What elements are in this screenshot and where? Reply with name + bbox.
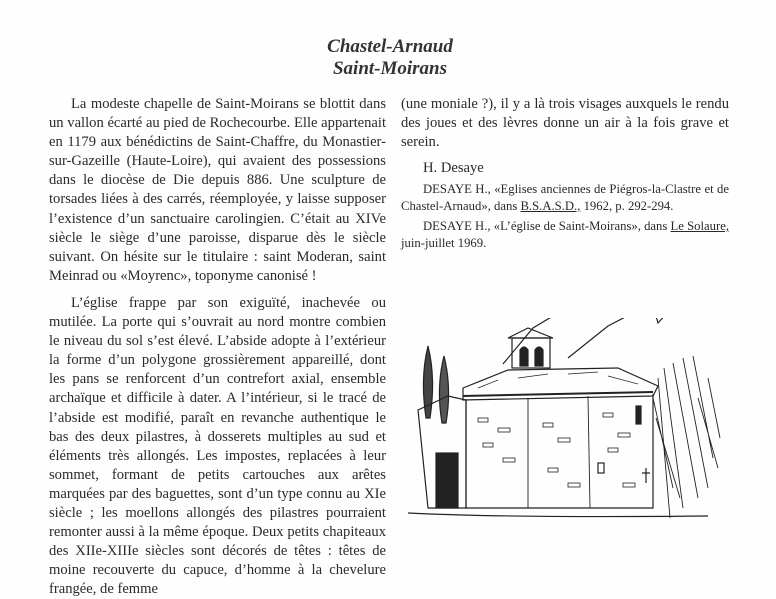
poplar-trees bbox=[423, 346, 448, 423]
reference-text: DESAYE H., «Eglises anciennes de Piégros-la-Clastre et de Chastel-Arnaud», dans bbox=[401, 182, 729, 213]
bibliography bbox=[401, 181, 729, 252]
chapel-sketch-illustration bbox=[408, 318, 728, 528]
cross bbox=[642, 468, 650, 483]
reference-source: Le Solaure, bbox=[670, 219, 729, 233]
reference-details: juin-juillet 1969. bbox=[401, 236, 487, 250]
article-title bbox=[300, 36, 480, 80]
right-trees bbox=[653, 356, 720, 518]
roof bbox=[463, 368, 658, 400]
paragraph-continuation: (une moniale ?), il y a là trois visages auxquels le rendu des joues et des lèvres donne un air à la fois grave et serein. bbox=[401, 96, 729, 151]
reference-details: 1962, p. 292-294. bbox=[580, 199, 674, 213]
title-line-1: Chastel-Arnaud bbox=[327, 36, 453, 57]
reference-source: B.S.A.S.D., bbox=[520, 199, 581, 213]
author-signature: H. Desaye bbox=[423, 160, 484, 177]
reference-item bbox=[401, 218, 729, 252]
chapel-walls bbox=[466, 394, 653, 508]
reference-item bbox=[401, 181, 729, 215]
ground-lines bbox=[408, 513, 708, 528]
bell-tower bbox=[508, 328, 553, 368]
paragraph-intro: La modeste chapelle de Saint-Moirans se blottit dans un vallon écarté au pied de Rochecourbe. Elle appartenait en 1179 aux bénédictins de Saint-Chaffre, du Monastier-sur-Gazeille (Haute-Loire), qui avaient des possessions dans le diocèse de Die depuis 886. Une sculpture de torsades liées à des carrés, réemployée, y laisse supposer l’existence d’un sanctuaire carolingien. C’était au XIVe siècle le siège d’une paroisse, disparue dès le siècle suivant. On hésite sur le titulaire : saint Moderan, saint Meinrad ou «Moyrenc», toponyme canonisé ! bbox=[49, 96, 386, 284]
title-line-2: Saint-Moirans bbox=[332, 58, 448, 79]
right-column bbox=[401, 95, 729, 178]
reference-text: DESAYE H., «L’église de Saint-Moirans», dans bbox=[423, 219, 671, 233]
left-column bbox=[49, 95, 386, 599]
paragraph-architecture: L’église frappe par son exiguïté, inachevée ou mutilée. La porte qui s’ouvrait au nord montre combien le niveau du sol s’est élevé. L’abside adopte à l’extérieur la forme d’un polygone grossièrement appareillé, dont les pans se renforcent d’un contrefort axial, ensemble archaïque et difficile à dater. A l’intérieur, si le tracé de l’abside est modifié, paraît en revanche authentique le bas des deux pilastres, à dosserets multiples au sud et éléments très allongés. Les impostes, replacées à leur sommet, formant de petits cartouches aux arêtes marquées par des baguettes, sont d’un type connu au XIe siècle ; les moellons allongés des pilastres pourraient remonter aussi à la même époque. Deux petits chapiteaux des XIIe-XIIIe siècles sont décorés de têtes : têtes de moine recouverte du capuce, d’homme à la chevelure frangée, de femme bbox=[49, 294, 386, 598]
